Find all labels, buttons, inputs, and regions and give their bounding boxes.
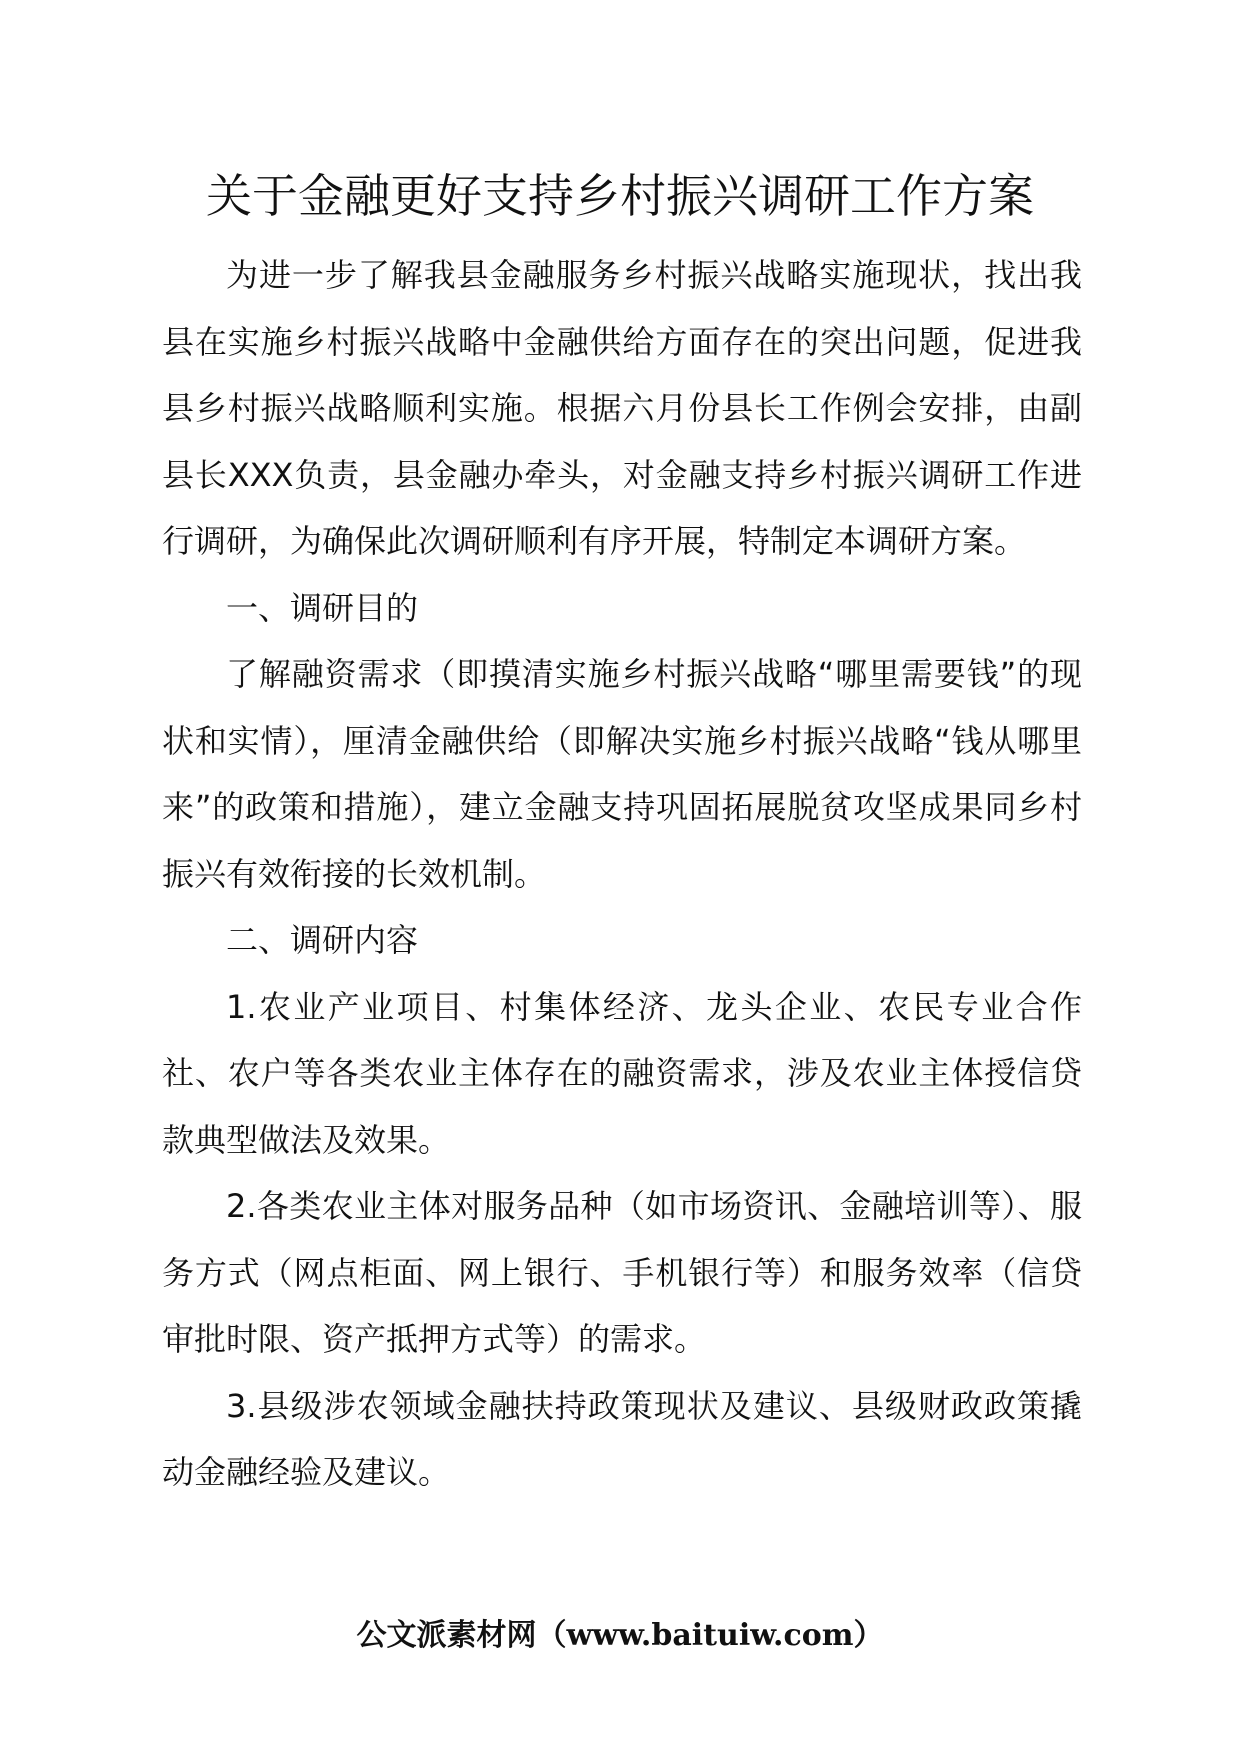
document-title: 关于金融更好支持乡村振兴调研工作方案 bbox=[206, 169, 1034, 223]
content-item-3: 3.县级涉农领域金融扶持政策现状及建议、县级财政政策撬动金融经验及建议。 bbox=[162, 1386, 1082, 1491]
section-heading-content: 二、调研内容 bbox=[226, 921, 419, 959]
section-heading-purpose: 一、调研目的 bbox=[226, 588, 419, 627]
content-item-1: 1.农业产业项目、村集体经济、龙头企业、农民专业合作社、农户等各类农业主体存在的融资需求，涉及农业主体授信贷款典型做法及效果。 bbox=[162, 987, 1082, 1159]
footer-watermark: 公文派素材网（www.baituiw.com） bbox=[356, 1618, 884, 1653]
content-item-2: 2.各类农业主体对服务品种（如市场资讯、金融培训等）、服务方式（网点柜面、网上银行、手机银行等）和服务效率（信贷审批时限、资产抵押方式等）的需求。 bbox=[162, 1187, 1082, 1358]
purpose-paragraph: 了解融资需求（即摸清实施乡村振兴战略“哪里需要钱”的现状和实情），厘清金融供给（即解决实施乡村振兴战略“钱从哪里来”的政策和措施），建立金融支持巩固拓展脱贫攻坚成果同乡村振兴有效衔接的长效机制。 bbox=[162, 655, 1082, 893]
intro-paragraph: 为进一步了解我县金融服务乡村振兴战略实施现状，找出我县在实施乡村振兴战略中金融供给方面存在的突出问题，促进我县乡村振兴战略顺利实施。根据六月份县长工作例会安排，由副县长XXX负责，县金融办牵头，对金融支持乡村振兴调研工作进行调研，为确保此次调研顺利有序开展，特制定本调研方案。 bbox=[162, 256, 1082, 560]
document-body bbox=[162, 242, 1082, 1506]
